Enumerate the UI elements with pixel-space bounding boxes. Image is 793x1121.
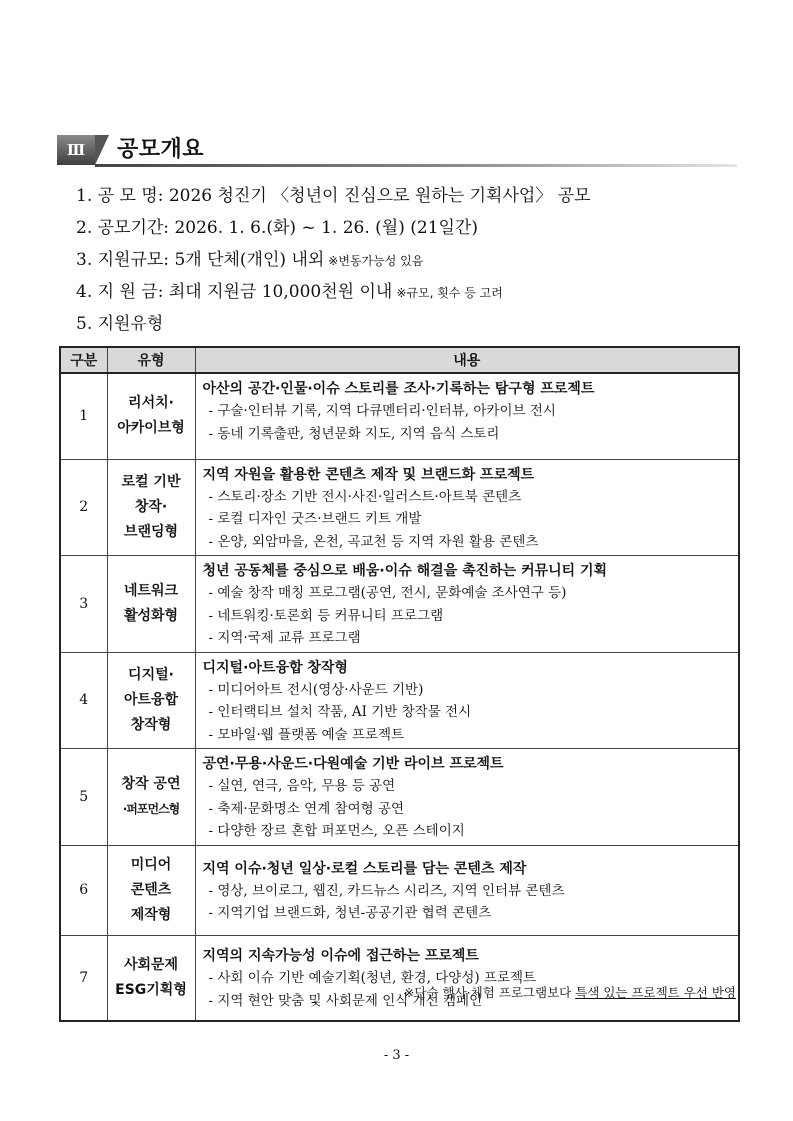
content-title: 디지털·아트융합 창작형	[202, 659, 348, 676]
content-item: - 네트워킹·토론회 등 커뮤니티 프로그램	[208, 607, 444, 624]
overview-text: 2. 공모기간: 2026. 1. 6.(화) ~ 1. 26. (월) (21일간)	[76, 218, 478, 238]
type-line: 아트융합	[123, 691, 179, 708]
content-item: - 온양, 외암마을, 온천, 곡교천 등 지역 자원 활용 콘텐츠	[208, 533, 539, 550]
row-number: 3	[60, 556, 107, 653]
type-line: 로컬 기반	[121, 473, 181, 490]
section-title: 공모개요	[117, 137, 205, 162]
table-header-row	[60, 347, 739, 373]
type-line: ·퍼포먼스형	[122, 801, 180, 816]
content-item: - 인터랙티브 설치 작품, AI 기반 창작물 전시	[208, 704, 472, 720]
section-underline	[95, 164, 737, 167]
overview-note: ※변동가능성 있음	[328, 254, 424, 268]
type-line: 창작 공연	[121, 775, 181, 792]
section-number-badge: Ⅲ	[57, 135, 95, 165]
row-type	[107, 935, 195, 1021]
content-title: 지역의 지속가능성 이슈에 접근하는 프로젝트	[202, 948, 479, 965]
row-number: 2	[60, 459, 107, 556]
table-row	[60, 373, 739, 459]
footnote-emphasis: 특색 있는 프로젝트 우선 반영	[575, 985, 736, 1000]
table-row	[60, 459, 739, 556]
type-line: 콘텐츠	[130, 881, 172, 898]
content-item: - 모바일·웹 플랫폼 예술 프로젝트	[208, 726, 405, 743]
overview-item-amount	[76, 276, 756, 308]
row-content	[195, 556, 739, 653]
content-title: 지역 이슈·청년 일상·로컬 스토리를 담는 콘텐츠 제작	[202, 860, 527, 877]
type-line: 창작·	[134, 498, 168, 515]
row-content	[195, 749, 739, 846]
support-types-table	[59, 346, 740, 1022]
row-number: 5	[60, 749, 107, 846]
type-line: 창작형	[130, 716, 172, 733]
row-number: 1	[60, 373, 107, 459]
row-content	[195, 845, 739, 935]
row-number: 4	[60, 652, 107, 749]
type-line: 아카이브형	[117, 420, 185, 437]
row-type	[107, 845, 195, 935]
overview-item-name	[76, 180, 756, 212]
row-type	[107, 373, 195, 459]
content-item: - 스토리·장소 기반 전시·사진·일러스트·아트북 콘텐츠	[208, 488, 522, 505]
content-item: - 로컬 디자인 굿즈·브랜드 키트 개발	[208, 511, 422, 527]
content-item: - 사회 이슈 기반 예술기획(청년, 환경, 다양성) 프로젝트	[208, 970, 537, 987]
header-content: 내용	[195, 347, 739, 373]
row-type	[107, 749, 195, 846]
overview-item-scale	[76, 244, 756, 276]
content-item: - 미디어아트 전시(영상·사운드 기반)	[208, 681, 424, 698]
overview-text: 3. 지원규모: 5개 단체(개인) 내외	[76, 250, 325, 270]
type-line: 리서치·	[128, 395, 174, 412]
section-header	[57, 135, 737, 167]
table-row	[60, 652, 739, 749]
row-number: 7	[60, 935, 107, 1021]
overview-item-period	[76, 212, 756, 244]
type-line: 디지털·	[128, 666, 174, 683]
content-title: 공연·무용·사운드·다원예술 기반 라이브 프로젝트	[202, 756, 504, 772]
content-item: - 지역·국제 교류 프로그램	[208, 630, 361, 646]
content-item: - 지역기업 브랜드화, 청년-공공기관 협력 콘텐츠	[208, 905, 492, 921]
type-line: 사회문제	[123, 956, 179, 973]
content-item: - 예술 창작 매칭 프로그램(공연, 전시, 문화예술 조사연구 등)	[208, 585, 567, 601]
table-row	[60, 749, 739, 846]
content-item: - 동네 기록출판, 청년문화 지도, 지역 음식 스토리	[208, 425, 500, 442]
type-line: 네트워크	[123, 582, 179, 599]
table-row	[60, 935, 739, 1021]
content-title: 지역 자원을 활용한 콘텐츠 제작 및 브랜드화 프로젝트	[202, 466, 535, 483]
type-line: 브랜딩형	[123, 523, 179, 540]
content-item: - 축제·문화명소 연계 참여형 공연	[208, 800, 405, 817]
overview-item-types	[76, 308, 756, 340]
row-content	[195, 652, 739, 749]
type-line: 활성화형	[123, 607, 179, 624]
overview-text: 5. 지원유형	[76, 314, 164, 334]
content-item: - 영상, 브이로그, 웹진, 카드뉴스 시리즈, 지역 인터뷰 콘텐츠	[208, 882, 565, 899]
overview-text: 4. 지 원 금: 최대 지원금 10,000천원 이내	[76, 282, 393, 302]
row-content	[195, 935, 739, 1021]
type-line: 미디어	[130, 856, 172, 873]
content-item: - 구술·인터뷰 기록, 지역 다큐멘터리·인터뷰, 아카이브 전시	[208, 403, 556, 419]
content-title: 청년 공동체를 중심으로 배움·이슈 해결을 촉진하는 커뮤니티 기획	[202, 563, 608, 579]
row-type	[107, 556, 195, 653]
content-item: - 다양한 장르 혼합 퍼포먼스, 오픈 스테이지	[208, 823, 465, 839]
footnote	[404, 983, 736, 1001]
content-item: - 지역 현안 맞춤 및 사회문제 인식 개선 캠페인	[208, 992, 483, 1009]
row-content	[195, 459, 739, 556]
type-line: 제작형	[130, 906, 172, 923]
content-item: - 실연, 연극, 음악, 무용 등 공연	[208, 778, 396, 794]
header-category: 구분	[60, 347, 107, 373]
content-title: 아산의 공간·인물·이슈 스토리를 조사·기록하는 탐구형 프로젝트	[202, 381, 595, 397]
table-row	[60, 556, 739, 653]
table-row	[60, 845, 739, 935]
section-badge-wedge	[95, 135, 109, 165]
row-type	[107, 652, 195, 749]
type-line: ESG기획형	[115, 981, 187, 998]
page-number: - 3 -	[383, 1048, 410, 1063]
row-number: 6	[60, 845, 107, 935]
overview-text: 1. 공 모 명: 2026 청진기 〈청년이 진심으로 원하는 기획사업〉 공모	[76, 186, 591, 206]
overview-note: ※규모, 횟수 등 고려	[396, 286, 503, 300]
row-content	[195, 373, 739, 459]
header-type: 유형	[107, 347, 195, 373]
overview-list	[76, 180, 756, 340]
row-type	[107, 459, 195, 556]
footnote-text: ※단순 행사·체험 프로그램보다	[403, 985, 576, 1000]
